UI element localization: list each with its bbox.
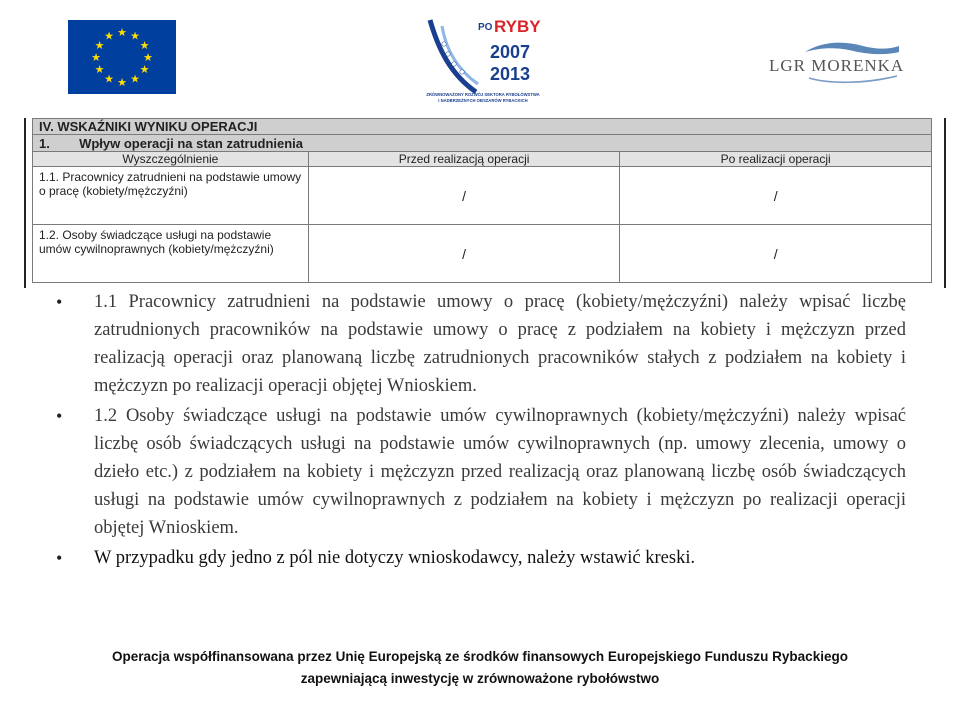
indicators-table bbox=[32, 118, 932, 283]
po-ryby-caption-2: I NADBRZEŻNYCH OBSZARÓW RYBACKICH bbox=[438, 98, 528, 103]
svg-text:★: ★ bbox=[104, 72, 114, 86]
instructions-list bbox=[56, 288, 906, 574]
svg-text:★: ★ bbox=[130, 29, 140, 43]
eu-flag-logo bbox=[68, 20, 176, 94]
list-item bbox=[56, 402, 906, 542]
col-header-after: Po realizacji operacji bbox=[620, 152, 932, 167]
svg-text:★: ★ bbox=[94, 39, 105, 52]
subsection-number: 1. bbox=[39, 135, 50, 151]
svg-text:★: ★ bbox=[94, 63, 105, 76]
value-before-cell[interactable]: / bbox=[308, 167, 620, 225]
list-item bbox=[56, 544, 906, 572]
eu-stars-icon bbox=[68, 20, 176, 94]
list-item-text: W przypadku gdy jedno z pól nie dotyczy wnioskodawcy, należy wstawić kreski. bbox=[94, 548, 696, 568]
lgr-morenka-text: LGR MORENKA bbox=[769, 56, 905, 75]
row-label: 1.1. Pracownicy zatrudnieni na podstawie umowy o pracę (kobiety/mężczyźni) bbox=[33, 167, 309, 225]
value-after-cell[interactable]: / bbox=[620, 167, 932, 225]
svg-text:★: ★ bbox=[117, 76, 127, 89]
po-ryby-year1-text: 2007 bbox=[490, 42, 531, 62]
section-title-row bbox=[33, 119, 932, 135]
svg-text:★: ★ bbox=[143, 51, 153, 64]
svg-text:★: ★ bbox=[117, 26, 127, 39]
footer-funding-note bbox=[0, 641, 960, 704]
svg-text:★: ★ bbox=[139, 39, 150, 52]
table-row bbox=[33, 225, 932, 283]
bullet-icon: • bbox=[56, 292, 63, 312]
row-label: 1.2. Osoby świadczące usługi na podstawie umów cywilnoprawnych (kobiety/mężczyźni) bbox=[33, 225, 309, 283]
po-ryby-logo bbox=[420, 8, 546, 114]
section-title: IV. WSKAŹNIKI WYNIKU OPERACJI bbox=[33, 119, 932, 135]
list-item-text: 1.1 Pracownicy zatrudnieni na podstawie umowy o pracę (kobiety/mężczyźni) należy wpisać liczbę zatrudnionych pracowników na podstawie umowy o pracę z podziałem na kobiety i mężczyzn przed realizacją operacji oraz planowaną liczbę zatrudnionych pracowników stałych z podziałem na kobiety i mężczyzn po realizacji operacji objętej Wnioskiem. bbox=[94, 292, 906, 396]
lgr-morenka-logo bbox=[765, 38, 905, 90]
col-header-description: Wyszczególnienie bbox=[33, 152, 309, 167]
bullet-icon: • bbox=[56, 548, 63, 568]
po-ryby-year2-text: 2013 bbox=[490, 64, 531, 84]
list-item-text: 1.2 Osoby świadczące usługi na podstawie umów cywilnoprawnych (kobiety/mężczyźni) należy wpisać liczbę osób świadczących usługi na podstawie umów cywilnoprawnych (np. umowy zlecenia, umowy o dzieło etc.) z podziałem na kobiety i mężczyzn przed realizacją oraz planowaną liczbę osób świadczących usługi na podstawie umów cywilnoprawnych z podziałem na kobiety i mężczyzn po realizacji operacji objętej Wnioskiem. bbox=[94, 406, 906, 538]
col-header-before: Przed realizacją operacji bbox=[308, 152, 620, 167]
table-row bbox=[33, 167, 932, 225]
subsection-title bbox=[33, 135, 932, 152]
table-header-row bbox=[33, 152, 932, 167]
svg-text:★: ★ bbox=[130, 72, 140, 86]
subsection-text: Wpływ operacji na stan zatrudnienia bbox=[79, 135, 304, 151]
value-before-cell[interactable]: / bbox=[308, 225, 620, 283]
svg-text:★: ★ bbox=[139, 63, 150, 76]
svg-text:★: ★ bbox=[91, 51, 101, 64]
form-table-frame bbox=[24, 118, 946, 288]
bullet-icon: • bbox=[56, 406, 63, 426]
subsection-title-row bbox=[33, 135, 932, 152]
footer-line-1: Operacja współfinansowana przez Unię Europejską ze środków finansowych Europejskiego Funduszu Rybackiego bbox=[112, 649, 848, 664]
value-after-cell[interactable]: / bbox=[620, 225, 932, 283]
po-ryby-po-text: PO bbox=[478, 22, 493, 33]
po-ryby-caption-1: ZRÓWNOWAŻONY ROZWÓJ SEKTORA RYBOŁÓWSTWA bbox=[426, 92, 540, 97]
po-ryby-ryby-text: RYBY bbox=[494, 17, 541, 36]
svg-text:★: ★ bbox=[104, 29, 114, 43]
footer-line-2: zapewniającą inwestycję w zrównoważone rybołówstwo bbox=[300, 671, 660, 686]
list-item bbox=[56, 288, 906, 400]
header-logos bbox=[0, 0, 960, 118]
